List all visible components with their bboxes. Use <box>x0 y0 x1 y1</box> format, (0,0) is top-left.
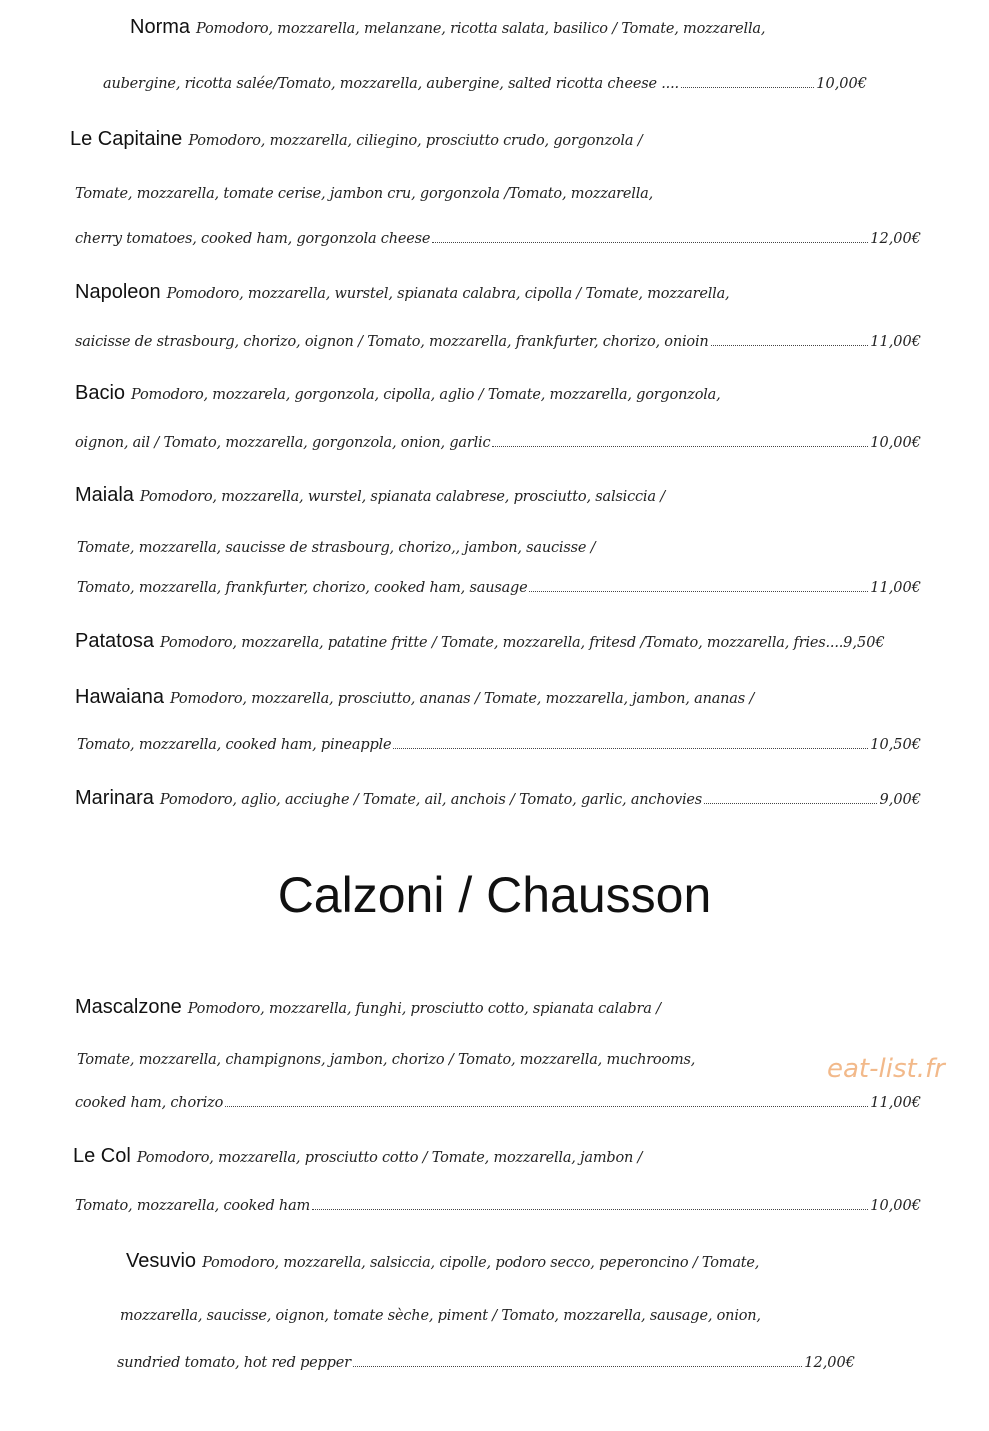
menu-item-marinara-line-1 <box>75 787 921 810</box>
menu-item-name: Norma <box>130 16 191 38</box>
menu-item-description: Tomato, mozzarella, cooked ham <box>75 1198 311 1214</box>
menu-item-description: Pomodoro, mozzarella, wurstel, spianata calabra, cipolla / Tomate, mozzarella, <box>166 286 730 302</box>
menu-item-mascalzone-line-3 <box>75 1095 921 1111</box>
menu-item-name: Le Col <box>73 1145 131 1167</box>
dot-leader <box>353 1365 802 1367</box>
menu-item-description: Pomodoro, mozzarella, melanzane, ricotta salata, basilico / Tomate, mozzarella, <box>196 21 766 37</box>
menu-item-description: Tomato, mozzarella, frankfurter, chorizo, cooked ham, sausage <box>77 580 528 596</box>
menu-item-price: 10,50€ <box>870 737 921 753</box>
dot-leader <box>711 344 869 346</box>
menu-item-hawaiana-line-1 <box>75 686 754 709</box>
menu-item-napoleon-line-2 <box>75 334 921 350</box>
menu-item-description: Tomate, mozzarella, saucisse de strasbourg, chorizo,, jambon, saucisse / <box>77 540 596 556</box>
menu-item-price: 10,00€ <box>870 435 921 451</box>
menu-item-norma-line-2 <box>103 76 867 92</box>
menu-item-price: 9,00€ <box>879 792 921 808</box>
menu-item-description: saicisse de strasbourg, chorizo, oignon / Tomato, mozzarella, frankfurter, chorizo, onioin <box>75 334 709 350</box>
menu-item-le-col-line-2 <box>75 1198 921 1214</box>
menu-item-maiala-line-2 <box>77 537 595 556</box>
dot-leader <box>393 747 868 749</box>
menu-item-price: 9,50€ <box>843 635 885 651</box>
menu-item-description: Pomodoro, mozzarella, prosciutto, ananas / Tomate, mozzarella, jambon, ananas / <box>169 691 755 707</box>
menu-item-description: oignon, ail / Tomato, mozzarella, gorgonzola, onion, garlic <box>75 435 491 451</box>
menu-item-vesuvio-line-2 <box>120 1305 761 1324</box>
menu-item-name: Vesuvio <box>126 1250 197 1272</box>
menu-item-patatosa-line-1 <box>75 630 921 653</box>
menu-item-description: Pomodoro, mozzarella, wurstel, spianata calabrese, prosciutto, salsiccia / <box>139 489 665 505</box>
menu-item-mascalzone-line-1 <box>75 996 661 1019</box>
menu-item-description: Pomodoro, mozzarella, funghi, prosciutto cotto, spianata calabra / <box>187 1001 661 1017</box>
menu-item-price: 10,00€ <box>816 76 867 92</box>
menu-item-name: Bacio <box>75 382 126 404</box>
dot-leader <box>681 86 814 88</box>
dot-leader <box>704 802 877 804</box>
menu-item-price: 11,00€ <box>870 334 921 350</box>
menu-item-description: Tomate, mozzarella, champignons, jambon, chorizo / Tomato, mozzarella, muchrooms, <box>77 1052 696 1068</box>
menu-item-price: 11,00€ <box>870 580 921 596</box>
menu-item-bacio-line-1 <box>75 382 721 405</box>
menu-item-name: Hawaiana <box>75 686 164 708</box>
watermark: eat-list.fr <box>827 1054 945 1084</box>
menu-item-description: Pomodoro, mozzarella, prosciutto cotto / Tomate, mozzarella, jambon / <box>136 1150 643 1166</box>
menu-item-description: Pomodoro, mozzarela, gorgonzola, cipolla, aglio / Tomate, mozzarella, gorgonzola, <box>131 387 721 403</box>
menu-item-name: Napoleon <box>75 281 161 303</box>
menu-item-bacio-line-2 <box>75 435 921 451</box>
menu-item-price: 12,00€ <box>870 231 921 247</box>
dot-leader <box>312 1208 868 1210</box>
menu-item-maiala-line-1 <box>75 484 665 507</box>
menu-item-description: Tomate, mozzarella, tomate cerise, jambon cru, gorgonzola /Tomato, mozzarella, <box>75 186 654 202</box>
menu-item-vesuvio-line-3 <box>117 1355 855 1371</box>
dot-leader <box>432 241 868 243</box>
menu-item-le-capitaine-line-1 <box>70 128 642 151</box>
menu-item-description: Pomodoro, mozzarella, patatine fritte / Tomate, mozzarella, fritesd /Tomato, mozzarella, fries.... <box>159 635 844 651</box>
menu-item-description: Pomodoro, mozzarella, salsiccia, cipolle, podoro secco, peperoncino / Tomate, <box>202 1255 760 1271</box>
menu-item-price: 12,00€ <box>804 1355 855 1371</box>
menu-item-description: mozzarella, saucisse, oignon, tomate sèche, piment / Tomato, mozzarella, sausage, onion, <box>120 1308 761 1324</box>
menu-item-name: Mascalzone <box>75 996 182 1018</box>
menu-item-description: cooked ham, chorizo <box>75 1095 224 1111</box>
menu-item-hawaiana-line-2 <box>77 737 921 753</box>
dot-leader <box>529 590 868 592</box>
menu-item-le-col-line-1 <box>73 1145 642 1168</box>
menu-item-mascalzone-line-2 <box>77 1049 695 1068</box>
menu-item-name: Le Capitaine <box>70 128 183 150</box>
menu-item-price: 10,00€ <box>870 1198 921 1214</box>
menu-item-norma-line-1 <box>130 16 765 39</box>
dot-leader <box>225 1105 868 1107</box>
menu-item-napoleon-line-1 <box>75 281 729 304</box>
section-title: Calzoni / Chausson <box>277 867 712 923</box>
menu-item-description: Tomato, mozzarella, cooked ham, pineapple <box>77 737 392 753</box>
menu-item-le-capitaine-line-3 <box>75 231 921 247</box>
menu-item-name: Patatosa <box>75 630 154 652</box>
menu-item-maiala-line-3 <box>77 580 921 596</box>
menu-item-description: aubergine, ricotta salée/Tomato, mozzarella, aubergine, salted ricotta cheese .... <box>103 76 679 92</box>
menu-item-le-capitaine-line-2 <box>75 183 653 202</box>
menu-item-name: Marinara <box>75 787 154 809</box>
menu-item-name: Maiala <box>75 484 134 506</box>
menu-item-vesuvio-line-1 <box>126 1250 759 1273</box>
menu-item-description: cherry tomatoes, cooked ham, gorgonzola cheese <box>75 231 431 247</box>
menu-item-description: Pomodoro, mozzarella, ciliegino, prosciutto crudo, gorgonzola / <box>188 133 643 149</box>
menu-item-price: 11,00€ <box>870 1095 921 1111</box>
dot-leader <box>492 445 868 447</box>
menu-item-description: sundried tomato, hot red pepper <box>117 1355 351 1371</box>
menu-item-description: Pomodoro, aglio, acciughe / Tomate, ail, anchois / Tomato, garlic, anchovies <box>159 792 703 808</box>
